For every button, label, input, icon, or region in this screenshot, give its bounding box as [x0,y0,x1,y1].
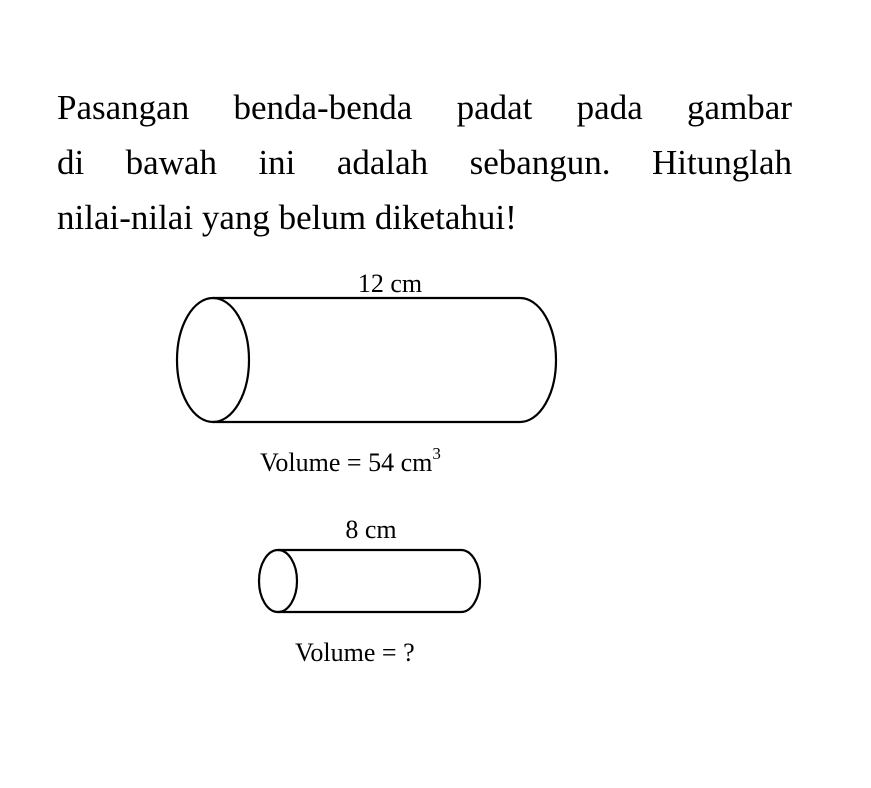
large-cylinder [177,298,556,422]
large-cylinder-length-label: 12 cm [357,269,423,298]
problem-line-3: nilai-nilai yang belum diketahui! [57,198,517,237]
problem-line-2: di bawah ini adalah sebangun. Hitunglah [57,143,792,182]
small-cylinder-volume-label: Volume = ? [295,638,415,667]
large-cylinder-volume-text: Volume = 54 cm [260,448,433,477]
small-cylinder-right-arc [461,550,480,612]
large-cylinder-volume-exponent: 3 [432,444,441,463]
large-cylinder-left-face [177,298,249,422]
large-cylinder-right-arc [520,298,556,422]
small-cylinder-length-label: 8 cm [345,515,397,544]
small-cylinder-left-face [259,550,297,612]
problem-line-1: Pasangan benda-benda padat pada gambar [57,88,792,127]
small-cylinder [259,550,480,612]
large-cylinder-volume-label [260,444,441,477]
